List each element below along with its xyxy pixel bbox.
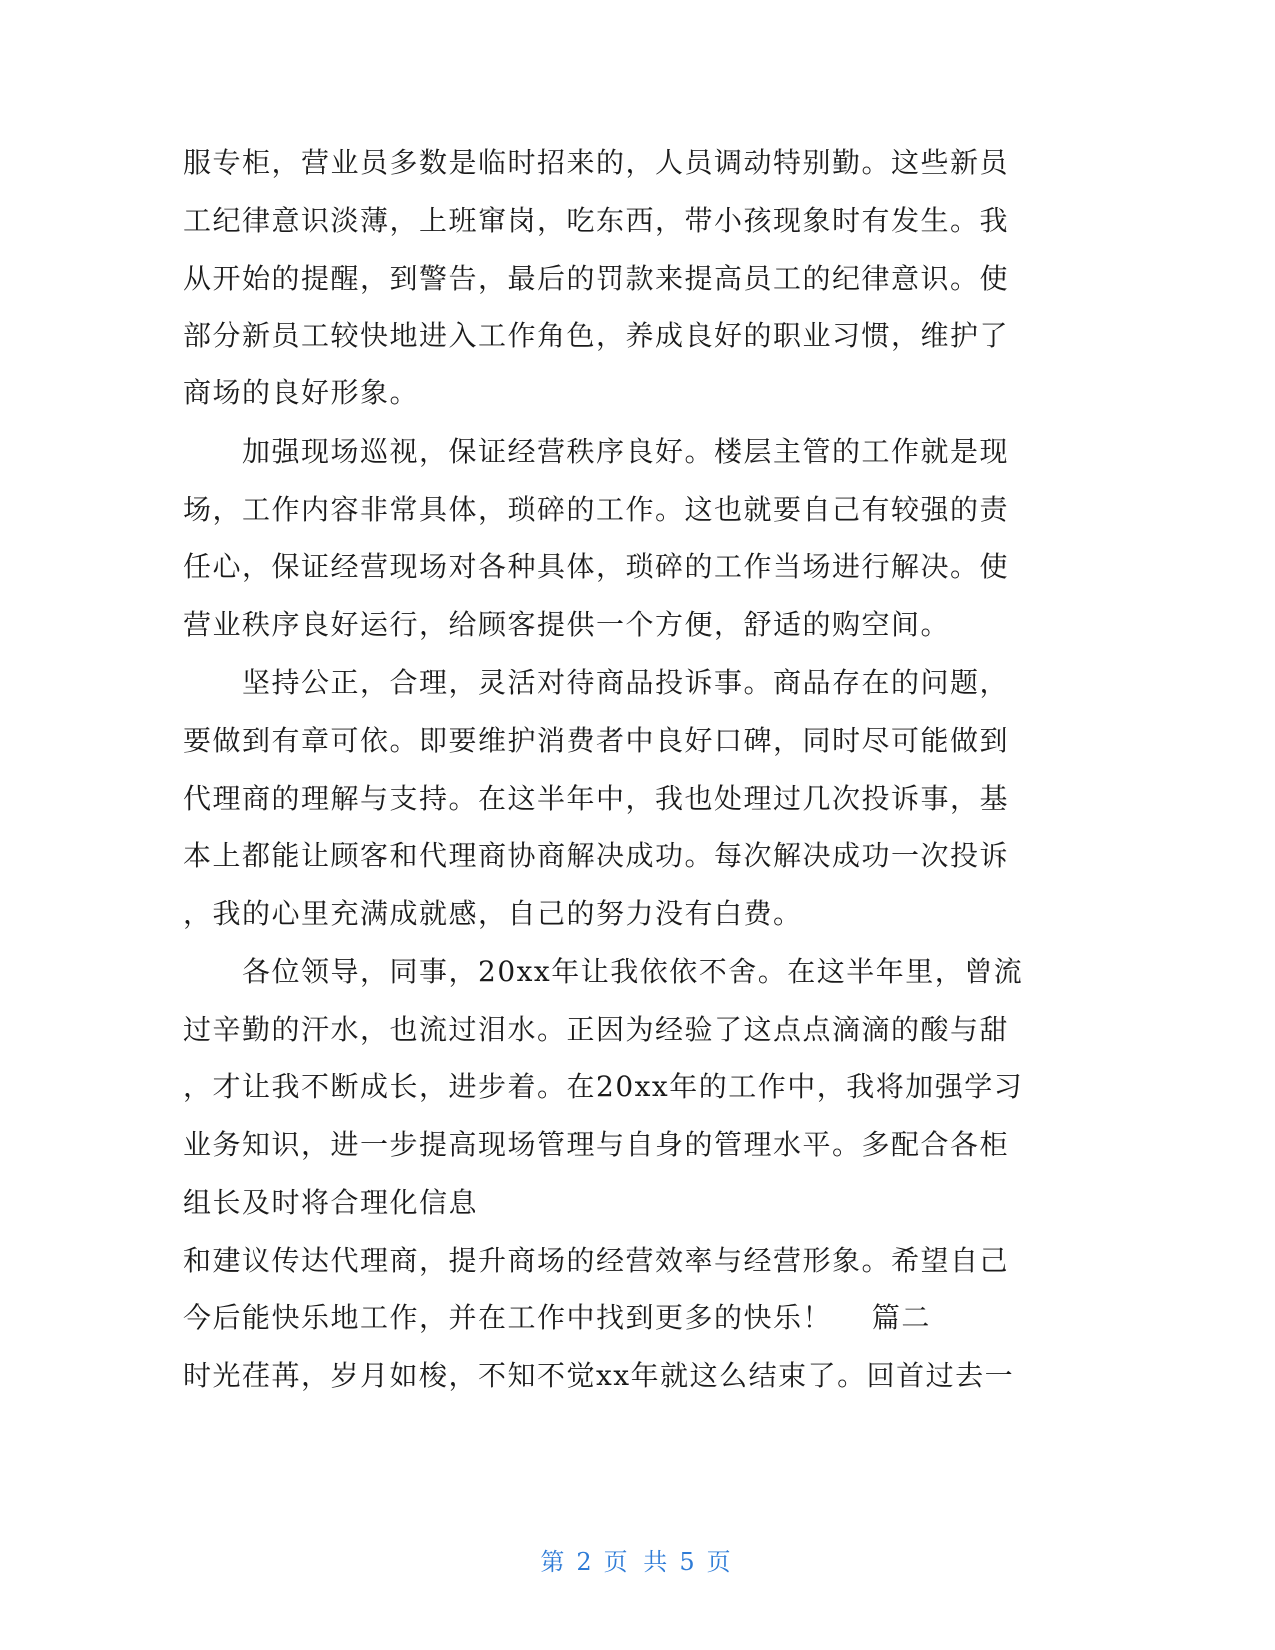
body-line: 过辛勤的汗水，也流过泪水。正因为经验了这点点滴滴的酸与甜 (183, 1013, 1010, 1046)
current-page-number: 2 (576, 1548, 596, 1576)
body-line: 本上都能让顾客和代理商协商解决成功。每次解决成功一次投诉 (183, 839, 1010, 872)
body-line: 加强现场巡视，保证经营秩序良好。楼层主管的工作就是现 (183, 435, 1010, 468)
body-line: 从开始的提醒，到警告，最后的罚款来提高员工的纪律意识。使 (183, 262, 1010, 295)
body-line: ，我的心里充满成就感，自己的努力没有白费。 (183, 897, 803, 930)
body-line: 工纪律意识淡薄，上班窜岗，吃东西，带小孩现象时有发生。我 (183, 204, 1010, 237)
footer-suffix: 页 (706, 1548, 735, 1576)
body-line: 任心，保证经营现场对各种具体，琐碎的工作当场进行解决。使 (183, 550, 1010, 583)
body-line: 时光荏苒，岁月如梭，不知不觉xx年就这么结束了。回首过去一 (183, 1359, 1015, 1392)
body-line: 商场的良好形象。 (183, 376, 420, 409)
body-line: 坚持公正，合理，灵活对待商品投诉事。商品存在的问题， (183, 666, 1010, 699)
body-line: 各位领导，同事，20xx年让我依依不舍。在这半年里，曾流 (183, 955, 1024, 988)
body-line: 组长及时将合理化信息 (183, 1186, 479, 1219)
total-pages-number: 5 (679, 1548, 699, 1576)
body-line: 场，工作内容非常具体，琐碎的工作。这也就要自己有较强的责 (183, 493, 1010, 526)
body-line: 营业秩序良好运行，给顾客提供一个方便，舒适的购空间。 (183, 608, 951, 641)
footer-middle: 页 共 (603, 1548, 672, 1576)
body-line: 和建议传达代理商，提升商场的经营效率与经营形象。希望自己 (183, 1244, 1010, 1277)
page-footer (0, 1542, 1275, 1577)
body-line: 部分新员工较快地进入工作角色，养成良好的职业习惯，维护了 (183, 319, 1010, 352)
body-line: 服专柜，营业员多数是临时招来的，人员调动特别勤。这些新员 (183, 146, 1010, 179)
body-line: ，才让我不断成长，进步着。在20xx年的工作中，我将加强学习 (183, 1070, 1024, 1103)
body-line: 业务知识，进一步提高现场管理与自身的管理水平。多配合各柜 (183, 1128, 1010, 1161)
body-line: 代理商的理解与支持。在这半年中，我也处理过几次投诉事，基 (183, 782, 1010, 815)
body-line: 今后能快乐地工作，并在工作中找到更多的快乐！ 篇二 (183, 1301, 931, 1334)
body-line: 要做到有章可依。即要维护消费者中良好口碑，同时尽可能做到 (183, 724, 1010, 757)
footer-prefix: 第 (540, 1548, 569, 1576)
